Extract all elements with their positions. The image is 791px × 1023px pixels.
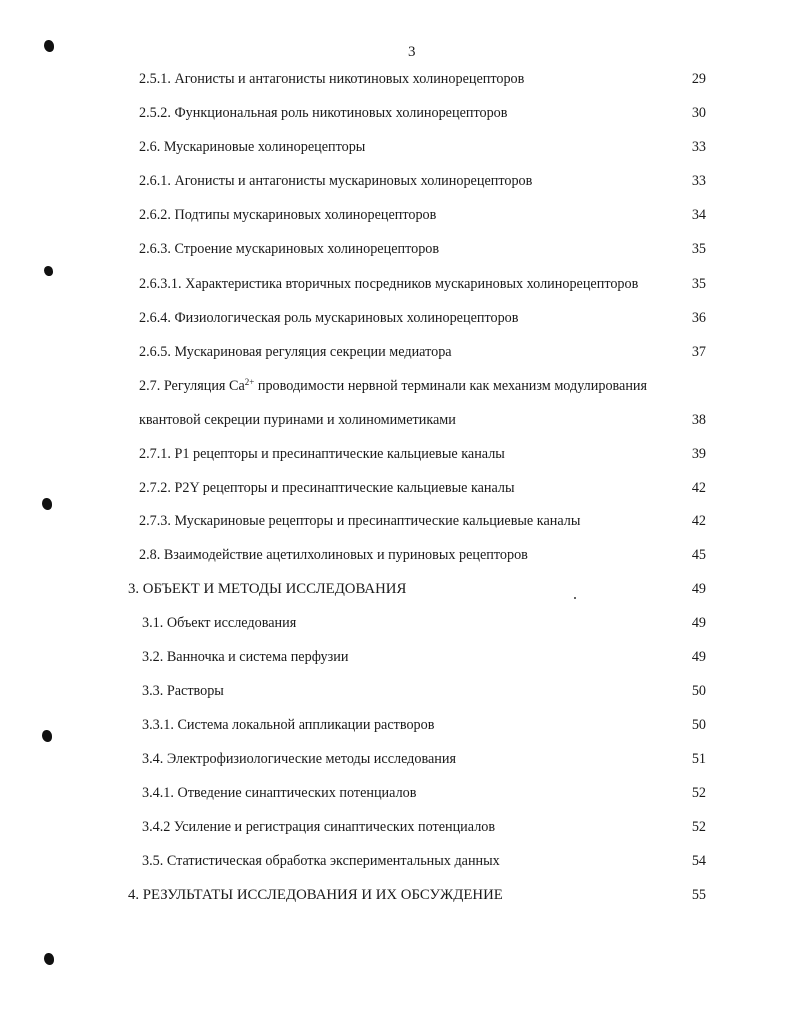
toc-entry-page: 34 — [691, 207, 706, 223]
toc-entry-title: 3.1. Объект исследования — [142, 615, 297, 631]
toc-entry-page: 38 — [691, 412, 706, 428]
toc-entry-page: 52 — [691, 785, 706, 801]
toc-entry-page: 30 — [691, 105, 706, 121]
toc-entry-page: 37 — [691, 344, 706, 360]
toc-entry — [0, 274, 791, 294]
toc-entry-page: 33 — [691, 173, 706, 189]
toc-entry-title: 3.2. Ванночка и система перфузии — [142, 649, 349, 665]
toc-entry-title: 3.4. Электрофизиологические методы исследования — [142, 751, 457, 767]
toc-entry — [0, 681, 791, 701]
toc-entry — [0, 749, 791, 769]
toc-entry-page: 50 — [691, 717, 706, 733]
toc-entry — [0, 783, 791, 803]
toc-entry-title: 2.6.5. Мускариновая регуляция секреции медиатора — [139, 344, 452, 360]
toc-entry — [0, 69, 791, 89]
toc-entry-title: 3.5. Статистическая обработка экспериментальных данных — [142, 853, 500, 869]
toc-entry-title: 2.8. Взаимодействие ацетилхолиновых и пуриновых рецепторов — [139, 547, 528, 563]
toc-entry-title: 3. ОБЪЕКТ И МЕТОДЫ ИССЛЕДОВАНИЯ — [128, 581, 407, 597]
toc-entry — [0, 511, 791, 531]
toc-entry-page: 49 — [691, 581, 706, 597]
toc-entry-page: 35 — [691, 241, 706, 257]
toc-entry — [0, 171, 791, 191]
toc-entry — [0, 851, 791, 871]
toc-entry — [0, 308, 791, 328]
toc-entry-page: 49 — [691, 615, 706, 631]
toc-entry — [0, 579, 791, 599]
toc-entry — [0, 545, 791, 565]
toc-entry-page: 45 — [691, 547, 706, 563]
toc-entry-page: 54 — [691, 853, 706, 869]
toc-entry — [0, 205, 791, 225]
toc-entry-page: 36 — [691, 310, 706, 326]
toc-entry-title: 2.5.2. Функциональная роль никотиновых холинорецепторов — [139, 105, 508, 121]
toc-entry — [0, 647, 791, 667]
toc-entry-title: 3.3. Растворы — [142, 683, 224, 699]
toc-entry — [0, 885, 791, 905]
toc-entry — [0, 715, 791, 735]
toc-entry-title: 2.6.1. Агонисты и антагонисты мускариновых холинорецепторов — [139, 173, 533, 189]
toc-entry — [0, 342, 791, 362]
toc-entry-title: 3.4.1. Отведение синаптических потенциалов — [142, 785, 417, 801]
toc-entry-title: 2.7.1. P1 рецепторы и пресинаптические кальциевые каналы — [139, 446, 505, 462]
toc-entry — [0, 239, 791, 259]
toc-entry-title: 4. РЕЗУЛЬТАТЫ ИССЛЕДОВАНИЯ И ИХ ОБСУЖДЕНИЕ — [128, 887, 503, 903]
scan-artifact — [42, 498, 52, 510]
toc-entry-page: 55 — [691, 887, 706, 903]
toc-entry-title: 2.6.2. Подтипы мускариновых холинорецепторов — [139, 207, 437, 223]
toc-entry-page: 42 — [691, 480, 706, 496]
toc-entry-title: 2.6.3.1. Характеристика вторичных посредников мускариновых холинорецепторов — [139, 276, 639, 292]
toc-entry-title: 2.7.3. Мускариновые рецепторы и пресинаптические кальциевые каналы — [139, 513, 581, 529]
toc-entry-title: 2.5.1. Агонисты и антагонисты никотиновых холинорецепторов — [139, 71, 525, 87]
toc-entry-page: 51 — [691, 751, 706, 767]
toc-entry — [0, 444, 791, 464]
toc-entry — [0, 376, 791, 396]
scan-artifact — [44, 40, 54, 52]
toc-entry-page: 33 — [691, 139, 706, 155]
toc-entry-title: 2.6.4. Физиологическая роль мускариновых холинорецепторов — [139, 310, 519, 326]
toc-entry-page: 29 — [691, 71, 706, 87]
toc-entry-title: 2.7.2. P2Y рецепторы и пресинаптические кальциевые каналы — [139, 480, 515, 496]
superscript: 2+ — [244, 377, 255, 387]
toc-entry — [0, 478, 791, 498]
toc-entry-title: квантовой секреции пуринами и холиномиметиками — [139, 412, 456, 428]
page-number: 3 — [408, 44, 416, 60]
toc-entry — [0, 103, 791, 123]
toc-entry-title: 2.7. Регуляция $Ca^{2+}$ проводимости нервной терминали как механизм модулирования — [139, 377, 648, 394]
toc-entry-page: 50 — [691, 683, 706, 699]
toc-entry — [0, 613, 791, 633]
toc-entry — [0, 410, 791, 430]
toc-entry-page: 35 — [691, 276, 706, 292]
toc-entry-title: 2.6.3. Строение мускариновых холинорецепторов — [139, 241, 440, 257]
toc-entry-page: 49 — [691, 649, 706, 665]
toc-entry-page: 52 — [691, 819, 706, 835]
scan-artifact — [44, 953, 54, 965]
toc-entry — [0, 817, 791, 837]
toc-entry-title: 3.3.1. Система локальной аппликации растворов — [142, 717, 435, 733]
toc-entry-page: 39 — [691, 446, 706, 462]
toc-entry-page: 42 — [691, 513, 706, 529]
toc-entry-title: 2.6. Мускариновые холинорецепторы — [139, 139, 366, 155]
toc-entry-title: 3.4.2 Усиление и регистрация синаптических потенциалов — [142, 819, 496, 835]
toc-entry — [0, 137, 791, 157]
